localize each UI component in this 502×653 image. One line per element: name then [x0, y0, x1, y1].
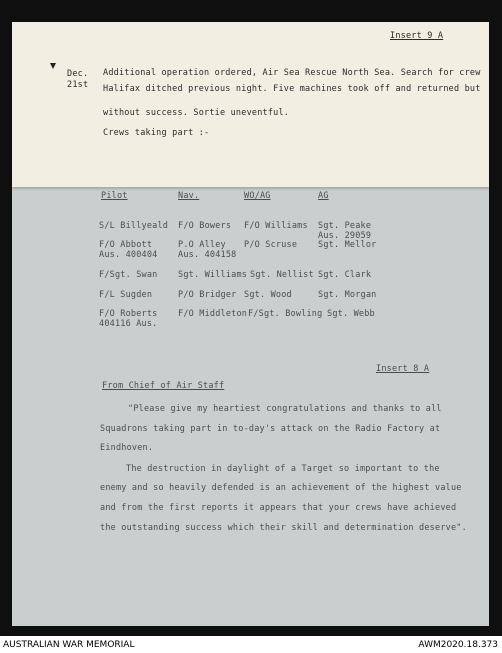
footer-accession: AWM2020.18.373 [418, 640, 498, 650]
cell-r2-pilot: F/O Abbott [99, 240, 153, 250]
cell-r3-woag: Sgt. Nellist [250, 270, 314, 280]
crews-label: Crews taking part :- [103, 128, 210, 138]
cell-r1-woag: F/O Williams [244, 221, 308, 231]
insert-9a-slip [12, 22, 489, 187]
footer-institution: AUSTRALIAN WAR MEMORIAL [3, 640, 135, 650]
insert-9a-label: Insert 9 A [390, 31, 444, 41]
body-line-2: Halifax ditched previous night. Five machines took off and returned but [103, 84, 481, 94]
cell-r5-woag: F/Sgt. Bowling [248, 309, 323, 319]
para2-line-4: the outstanding success which their skill and determination deserve". [100, 523, 467, 533]
cell-r4-nav: P/O Bridger [178, 290, 237, 300]
para1-line-1: "Please give my heartiest congratulations and thanks to all [128, 404, 442, 414]
cell-r2-nav-note: Aus. 404158 [178, 250, 237, 260]
date-line-2: 21st [67, 80, 89, 90]
header-nav: Nav. [178, 191, 200, 201]
cell-r4-ag: Sgt. Morgan [318, 290, 377, 300]
header-ag: AG [318, 191, 329, 201]
cell-r3-pilot: F/Sgt. Swan [99, 270, 158, 280]
para1-line-3: Eindhoven. [100, 443, 154, 453]
para1-line-2: Squadrons taking part in to-day's attack on the Radio Factory at [100, 424, 441, 434]
footer-bar [0, 636, 502, 653]
cell-r5-pilot: F/O Roberts [99, 309, 158, 319]
cell-r5-nav: F/O Middleton [178, 309, 248, 319]
cell-r5-pilot-note: 404116 Aus. [99, 319, 158, 329]
cell-r4-woag: Sgt. Wood [244, 290, 292, 300]
body-line-1: Additional operation ordered, Air Sea Rescue North Sea. Search for crew [103, 68, 481, 78]
cell-r2-woag: P/O Scruse [244, 240, 298, 250]
header-pilot: Pilot [101, 191, 128, 201]
cell-r3-ag: Sgt. Clark [318, 270, 372, 280]
cell-r2-nav: P.O Alley [178, 240, 226, 250]
para2-line-3: and from the first reports it appears that your crews have achieved [100, 503, 457, 513]
cell-r2-ag: Sgt. Mellor [318, 240, 377, 250]
cell-r1-nav: F/O Bowers [178, 221, 232, 231]
para2-line-1: The destruction in daylight of a Target so important to the [126, 464, 440, 474]
body-line-3: without success. Sortie uneventful. [103, 108, 290, 118]
cell-r1-ag: Sgt. Peake [318, 221, 372, 231]
cell-r4-pilot: F/L Sugden [99, 290, 153, 300]
header-woag: WO/AG [244, 191, 271, 201]
cell-r2-pilot-note: Aus. 400404 [99, 250, 158, 260]
para2-line-2: enemy and so heavily defended is an achievement of the highest value [100, 483, 462, 493]
cell-r5-ag: Sgt. Webb [327, 309, 375, 319]
cell-r1-pilot: S/L Billyeald [99, 221, 169, 231]
insert-8a-label: Insert 8 A [376, 364, 430, 374]
date-line-1: Dec. [67, 69, 89, 79]
cell-r3-nav: Sgt. Williams [178, 270, 248, 280]
insert-8a-heading: From Chief of Air Staff [102, 381, 225, 391]
pin-mark [50, 63, 56, 69]
cell-r1-ag-note: Aus. 29059 [318, 231, 372, 241]
